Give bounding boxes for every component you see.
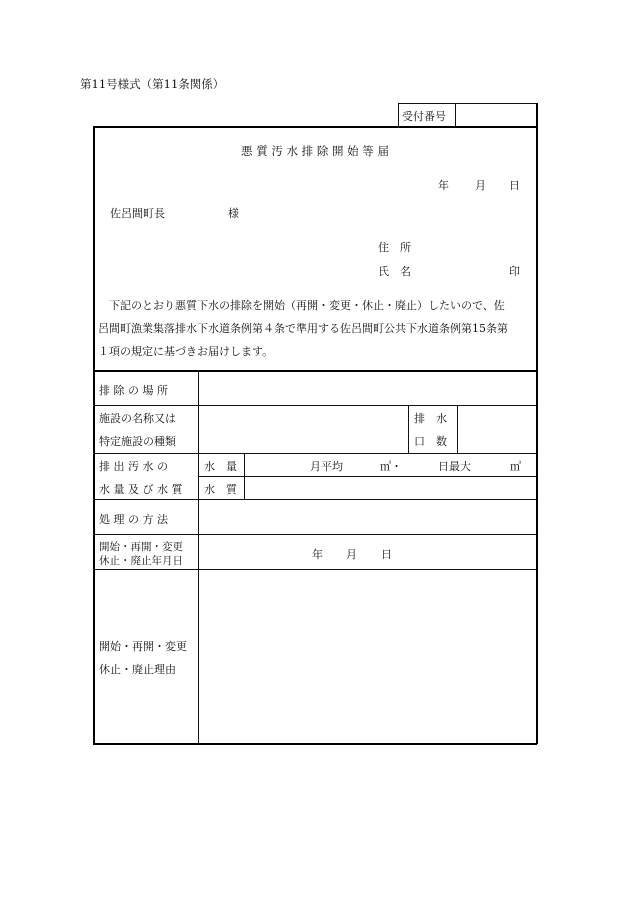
location-field[interactable]: [202, 374, 532, 402]
start-date-day-label: 日: [381, 548, 392, 561]
water-label-line2: 水 量 及 び 水 質: [99, 483, 183, 496]
start-date-label-line2: 休止・廃止年月日: [99, 555, 183, 567]
addressee-name: 佐呂間町長: [110, 207, 165, 220]
form-title: 悪 質 汚 水 排 除 開 始 等 届: [241, 144, 389, 158]
monthly-average-label: 月平均: [310, 460, 343, 473]
outlet-count-field[interactable]: [461, 409, 533, 449]
treatment-label: 処 理 の 方 法: [99, 513, 168, 526]
volume-unit-2: ㎥: [510, 460, 521, 473]
reason-field[interactable]: [202, 573, 532, 739]
quality-field[interactable]: [248, 479, 533, 497]
date-year-label: 年: [438, 179, 449, 192]
water-label-line1: 排 出 汚 水 の: [99, 460, 168, 473]
reason-label-line1: 開始・再開・変更: [99, 640, 187, 653]
start-date-label-line1: 開始・再開・変更: [99, 541, 183, 553]
body-line-3: １項の規定に基づきお届けします。: [98, 345, 274, 358]
seal-mark: 印: [509, 265, 520, 278]
facility-field[interactable]: [202, 409, 404, 449]
facility-label-line1: 施設の名称又は: [99, 412, 176, 425]
form-number: 第11号様式（第11条関係）: [80, 77, 225, 91]
quality-label: 水 質: [204, 483, 237, 496]
date-day-label: 日: [509, 179, 520, 192]
receipt-label: 受付番号: [402, 110, 446, 123]
receipt-number-field[interactable]: [460, 108, 532, 124]
outlet-label-line1: 排 水: [414, 412, 447, 425]
outlet-label-line2: 口 数: [414, 435, 447, 448]
addressee-honorific: 様: [228, 207, 239, 220]
start-date-month-label: 月: [346, 548, 357, 561]
treatment-field[interactable]: [202, 503, 532, 531]
date-month-label: 月: [475, 179, 486, 192]
applicant-name-label: 氏 名: [378, 265, 411, 278]
volume-label: 水 量: [204, 460, 237, 473]
applicant-address-label: 住 所: [378, 241, 411, 254]
body-line-2: 呂間町漁業集落排水下水道条例第４条で準用する佐呂間町公共下水道条例第15条第: [98, 322, 508, 335]
volume-unit-1: ㎥・: [380, 460, 402, 473]
facility-label-line2: 特定施設の種類: [99, 435, 176, 448]
reason-label-line2: 休止・廃止理由: [99, 663, 176, 676]
body-line-1: 下記のとおり悪質下水の排除を開始（再開・変更・休止・廃止）したいので、佐: [98, 299, 505, 312]
location-label: 排 除 の 場 所: [99, 384, 168, 397]
start-date-year-label: 年: [312, 548, 323, 561]
daily-max-label: 日最大: [438, 460, 471, 473]
